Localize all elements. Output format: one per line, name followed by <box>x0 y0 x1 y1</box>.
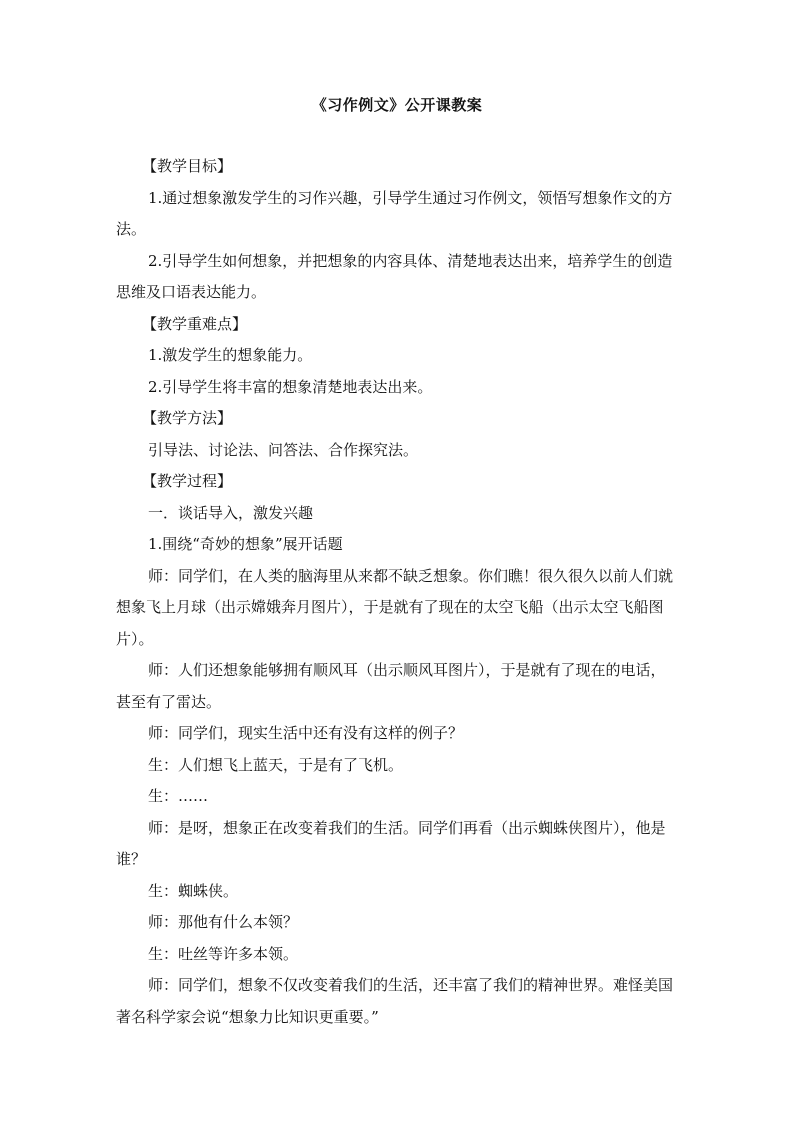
paragraph: 2.引导学生如何想象，并把想象的内容具体、清楚地表达出来，培养学生的创造思维及口语表达能力。 <box>116 251 673 301</box>
paragraph: 2.引导学生将丰富的想象清楚地表达出来。 <box>148 377 433 396</box>
section-heading-objectives: 【教学目标】 <box>142 157 233 175</box>
paragraph: 一．谈话导入，激发兴趣 <box>148 503 314 522</box>
paragraph: 生：吐丝等许多本领。 <box>148 944 299 963</box>
paragraph: 生：…… <box>148 787 209 805</box>
paragraph: 师：同学们，想象不仅改变着我们的生活，还丰富了我们的精神世界。难怪美国著名科学家会说“想象力比知识更重要。” <box>116 976 674 1026</box>
section-heading-methods: 【教学方法】 <box>142 409 233 427</box>
paragraph: 1.通过想象激发学生的习作兴趣，引导学生通过习作例文，领悟写想象作文的方法。 <box>116 188 673 238</box>
paragraph: 师：同学们，现实生活中还有没有这样的例子？ <box>148 724 464 742</box>
paragraph: 师：那他有什么本领？ <box>148 913 299 931</box>
section-heading-process: 【教学过程】 <box>142 472 233 490</box>
paragraph: 师：同学们，在人类的脑海里从来都不缺乏想象。你们瞧！很久很久以前人们就想象飞上月球（出示嫦娥奔月图片），于是就有了现在的太空飞船（出示太空飞船图片）。 <box>116 566 674 648</box>
section-heading-key-points: 【教学重难点】 <box>142 314 248 333</box>
paragraph: 师：人们还想象能够拥有顺风耳（出示顺风耳图片），于是就有了现在的电话，甚至有了雷达。 <box>116 661 666 711</box>
paragraph: 1.激发学生的想象能力。 <box>148 346 313 364</box>
paragraph: 引导法、讨论法、问答法、合作探究法。 <box>148 440 419 459</box>
paragraph: 师：是呀，想象正在改变着我们的生活。同学们再看（出示蜘蛛侠图片），他是谁？ <box>116 818 666 868</box>
paragraph: 生：人们想飞上蓝天，于是有了飞机。 <box>148 755 404 774</box>
paragraph: 生：蜘蛛侠。 <box>148 881 239 900</box>
paragraph: 1.围绕“奇妙的想象”展开话题 <box>148 535 343 553</box>
document-title: 《习作例文》公开课教案 <box>311 96 483 114</box>
document-body <box>116 151 676 1033</box>
